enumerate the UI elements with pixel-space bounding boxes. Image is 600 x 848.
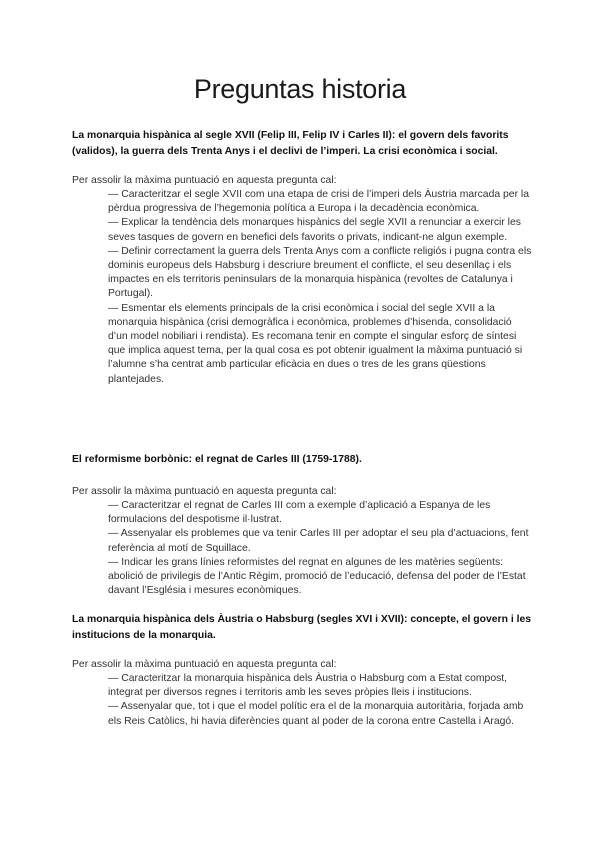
question-section-2	[72, 452, 532, 598]
question-heading: La monarquia hispànica dels Àustria o Habsburg (segles XVI i XVII): concepte, el govern i les institucions de la monarquia.	[72, 614, 532, 641]
criteria-item: — Assenyalar els problemes que va tenir Carles III per adoptar el seu pla d’actuacions, fent referència al motí de Squillace.	[108, 528, 529, 554]
criteria-item: — Explicar la tendència dels monarques hispànics del segle XVII a renunciar a exercir les seves tasques de govern en benefici dels favorits o privats, indicant-ne algun exemple.	[108, 217, 521, 243]
criteria-item: — Caracteritzar el segle XVII com una etapa de crisi de l’imperi dels Àustria marcada per la pèrdua progressiva de l’hegemonia política a Europa i la decadència econòmica.	[108, 189, 530, 215]
question-heading: La monarquia hispànica al segle XVII (Felip III, Felip IV i Carles II): el govern dels favorits (validos), la guerra dels Trenta Anys i el declivi de l’imperi. La crisi econòmica i social.	[72, 130, 509, 157]
question-intro: Per assolir la màxima puntuació en aquesta pregunta cal:	[72, 659, 337, 670]
criteria-list	[72, 499, 532, 598]
criteria-item: — Assenyalar que, tot i que el model polític era el de la monarquia autoritària, forjada amb els Reis Catòlics, hi havia diferències quant al poder de la corona entre Castella i Aragó.	[108, 701, 524, 727]
question-intro: Per assolir la màxima puntuació en aquesta pregunta cal:	[72, 175, 337, 186]
question-section-1	[72, 128, 532, 387]
criteria-list	[72, 188, 532, 387]
question-intro: Per assolir la màxima puntuació en aquesta pregunta cal:	[72, 486, 337, 497]
question-section-3	[72, 612, 532, 729]
question-heading: El reformisme borbònic: el regnat de Carles III (1759-1788).	[72, 454, 362, 465]
criteria-item: — Esmentar els elements principals de la crisi econòmica i social del segle XVII a la monarquia hispànica (crisi demogràfica i econòmica, problemes d’hisenda, consolidació d’un model nobiliari i rendista). Es recomana tenir en compte el singular esforç de síntesi que implica aquest tema, per la qual cosa es pot obtenir igualment la màxima puntuació si l’alumne s’ha centrat amb particular eficàcia en dues o tres de les grans qüestions plantejades.	[108, 302, 523, 385]
page-title: Preguntas historia	[193, 74, 407, 104]
criteria-item: — Definir correctament la guerra dels Trenta Anys com a conflicte religiós i pugna contra els dominis europeus dels Habsburg i descriure breument el conflicte, el seu desenllaç i els impactes en els territoris peninsulars de la monarquia hispànica (revoltes de Catalunya i Portugal).	[108, 245, 532, 300]
criteria-list	[72, 672, 532, 729]
criteria-item: — Indicar les grans línies reformistes del regnat en algunes de les matèries següents: abolició de privilegis de l’Antic Règim, promoció de l’educació, defensa del poder de l’Estat davant l’Església i mesures econòmiques.	[108, 556, 526, 597]
criteria-item: — Caracteritzar el regnat de Carles III com a exemple d’aplicació a Espanya de les formulacions del despotisme il·lustrat.	[108, 500, 491, 526]
criteria-item: — Caracteritzar la monarquia hispànica dels Àustria o Habsburg com a Estat compost, integrat per diversos regnes i territoris amb les seves pròpies lleis i institucions.	[108, 673, 508, 699]
